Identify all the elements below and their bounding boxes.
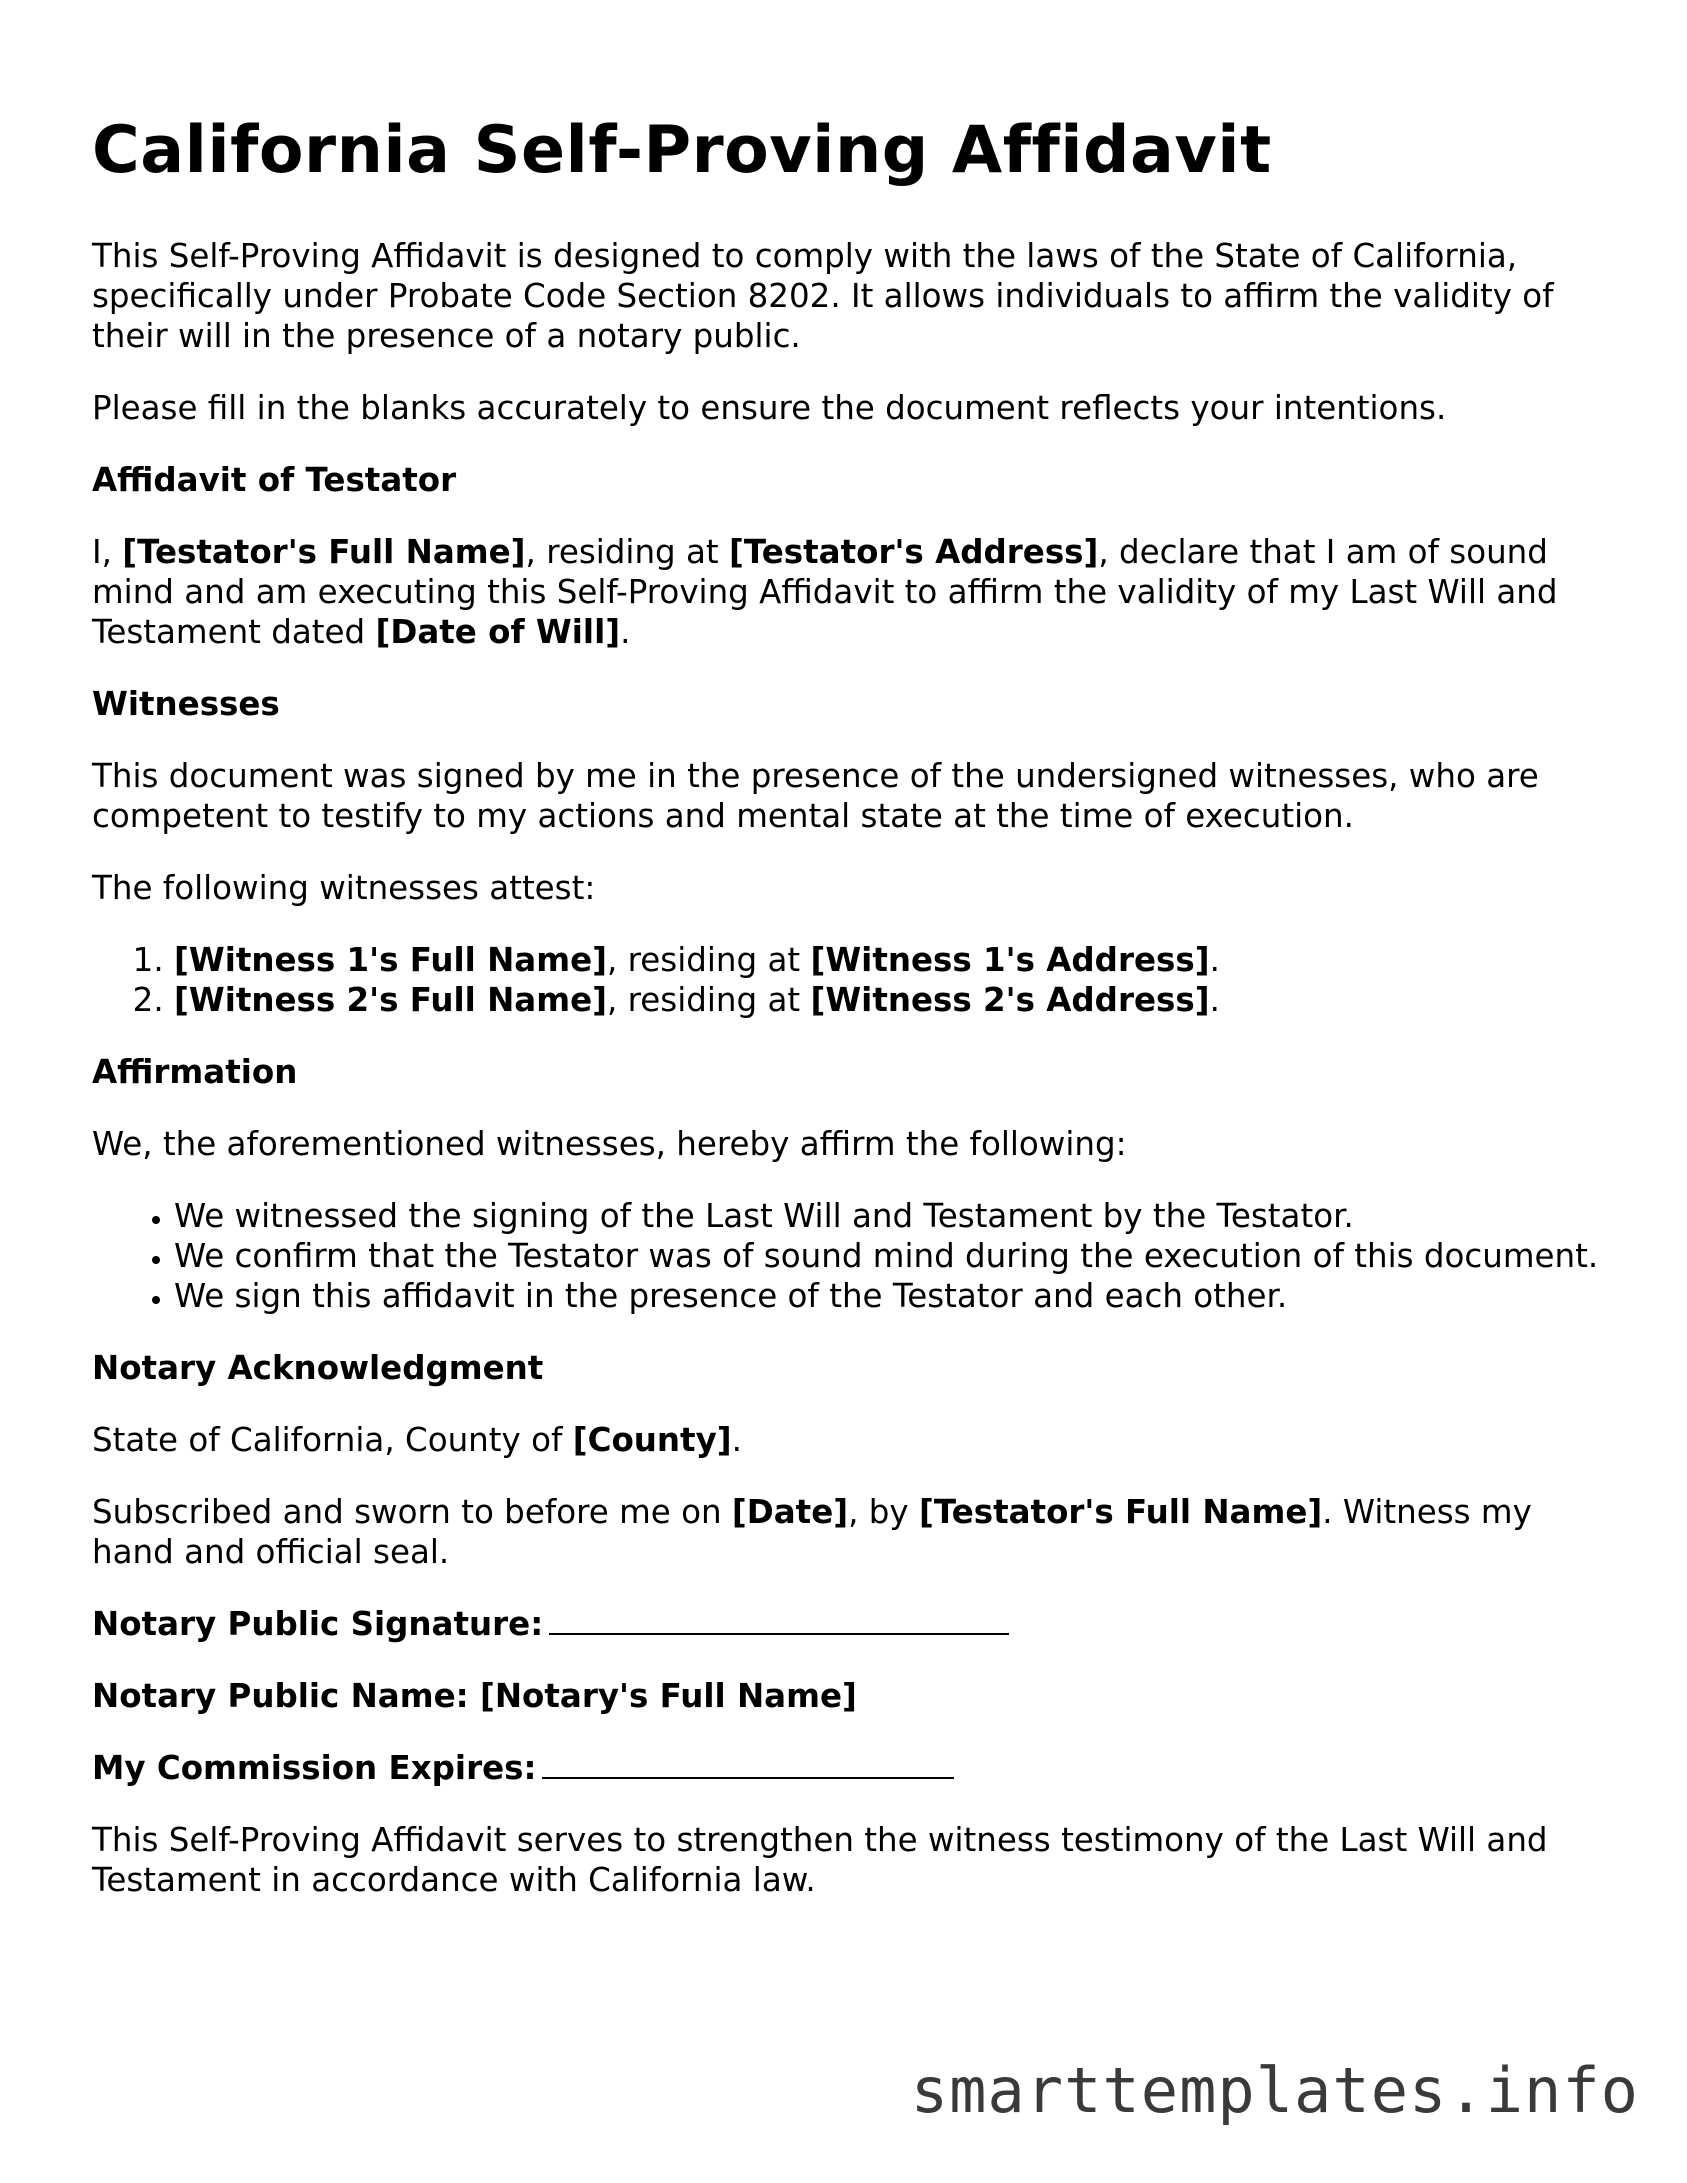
list-item: • We confirm that the Testator was of sound mind during the execution of this document. — [174, 1236, 1612, 1276]
witness-2-period: . — [1209, 981, 1220, 1019]
affirmation-list — [92, 1196, 1612, 1316]
section-heading-witnesses: Witnesses — [92, 685, 280, 723]
witness-1-text: , residing at — [607, 941, 811, 979]
notary-name-placeholder: [Notary's Full Name] — [479, 1677, 857, 1715]
sworn-paragraph — [92, 1492, 1612, 1572]
list-item: • We witnessed the signing of the Last Will and Testament by the Testator. — [174, 1196, 1612, 1236]
testator-name-placeholder: [Testator's Full Name] — [122, 533, 526, 571]
sworn-text-2: , by — [848, 1493, 919, 1531]
notary-signature-field[interactable] — [549, 1605, 1009, 1635]
section-heading-testator: Affidavit of Testator — [92, 461, 457, 499]
notary-signature-label: Notary Public Signature: — [92, 1605, 544, 1643]
county-suffix: . — [731, 1421, 742, 1459]
testator-paragraph — [92, 532, 1612, 652]
document-title: California Self-Proving Affidavit — [92, 113, 1272, 188]
testator-text-4: . — [620, 613, 631, 651]
commission-expires-field[interactable] — [542, 1749, 954, 1779]
instructions-paragraph: Please fill in the blanks accurately to ensure the document reflects your intentions. — [92, 389, 1447, 427]
county-prefix: State of California, County of — [92, 1421, 573, 1459]
document-page — [92, 112, 1612, 1932]
testator-text-3: , declare that I am of sound mind and am executing this Self-Proving Affidavit to affirm the validity of my Last Will and Testament dated — [92, 533, 1558, 651]
commission-expires-line — [92, 1748, 1612, 1788]
witness-item — [174, 980, 1612, 1020]
sworn-date-placeholder: [Date] — [731, 1493, 849, 1531]
section-heading-notary: Notary Acknowledgment — [92, 1349, 544, 1387]
notary-name-line — [92, 1676, 1612, 1716]
will-date-placeholder: [Date of Will] — [375, 613, 621, 651]
witnesses-lead: The following witnesses attest: — [92, 869, 596, 907]
sworn-text-1: Subscribed and sworn to before me on — [92, 1493, 732, 1531]
testator-text-1: I, — [92, 533, 123, 571]
witnesses-paragraph: This document was signed by me in the presence of the undersigned witnesses, who are competent to testify to my actions and mental state at the time of execution. — [92, 757, 1539, 835]
testator-address-placeholder: [Testator's Address] — [729, 533, 1099, 571]
commission-expires-label: My Commission Expires: — [92, 1749, 537, 1787]
notary-signature-line — [92, 1604, 1612, 1644]
witness-1-period: . — [1209, 941, 1220, 979]
witness-2-text: , residing at — [607, 981, 811, 1019]
sworn-text-3: . Witness my hand and official seal. — [92, 1493, 1532, 1571]
county-paragraph — [92, 1420, 1612, 1460]
witness-list — [92, 940, 1612, 1020]
witness-1-address-placeholder: [Witness 1's Address] — [810, 941, 1210, 979]
closing-paragraph: This Self-Proving Affidavit serves to strengthen the witness testimony of the Last Will and Testament in accordance with California law. — [92, 1821, 1548, 1899]
affirmation-lead: We, the aforementioned witnesses, hereby affirm the following: — [92, 1125, 1127, 1163]
section-heading-affirmation: Affirmation — [92, 1053, 298, 1091]
sworn-name-placeholder: [Testator's Full Name] — [918, 1493, 1323, 1531]
watermark-text: smarttemplates.info — [910, 2054, 1639, 2127]
witness-2-address-placeholder: [Witness 2's Address] — [810, 981, 1210, 1019]
witness-2-name-placeholder: [Witness 2's Full Name] — [174, 981, 607, 1019]
testator-text-2: , residing at — [525, 533, 730, 571]
notary-name-label: Notary Public Name: — [92, 1677, 469, 1715]
county-placeholder: [County] — [572, 1421, 732, 1459]
witness-item — [174, 940, 1612, 980]
list-item: • We sign this affidavit in the presence of the Testator and each other. — [174, 1276, 1612, 1316]
witness-1-name-placeholder: [Witness 1's Full Name] — [174, 941, 607, 979]
intro-paragraph: This Self-Proving Affidavit is designed to comply with the laws of the State of California, specifically under Probate Code Section 8202. It allows individuals to affirm the validity of their will in the presence of a notary public. — [92, 237, 1554, 355]
